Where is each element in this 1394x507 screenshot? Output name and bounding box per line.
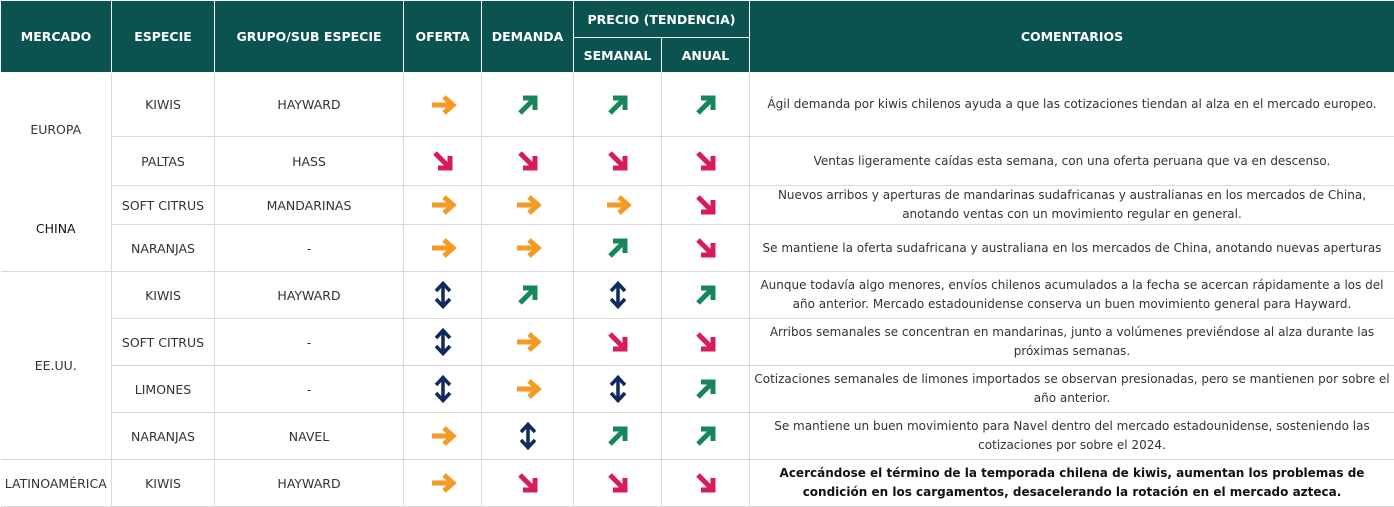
cell-anual	[662, 413, 750, 460]
arrow-down-right-icon	[691, 233, 721, 263]
cell-anual	[662, 73, 750, 137]
table-row	[1, 225, 1394, 272]
cell-demanda	[482, 319, 574, 366]
cell-grupo: MANDARINAS	[215, 186, 404, 225]
arrow-up-right-icon	[513, 280, 543, 310]
arrow-down-right-icon	[603, 146, 633, 176]
table-row	[1, 319, 1394, 366]
cell-especie: SOFT CITRUS	[112, 319, 215, 366]
arrow-up-down-icon	[428, 327, 458, 357]
cell-especie: KIWIS	[112, 272, 215, 319]
market-label: EUROPA	[30, 122, 81, 137]
cell-especie: LIMONES	[112, 366, 215, 413]
cell-grupo: -	[215, 225, 404, 272]
cell-oferta	[404, 137, 482, 186]
cell-grupo: HAYWARD	[215, 73, 404, 137]
arrow-down-right-icon	[691, 190, 721, 220]
cell-comentario: Ágil demanda por kiwis chilenos ayuda a que las cotizaciones tiendan al alza en el mercado europeo.	[750, 73, 1394, 137]
cell-comentario: Ventas ligeramente caídas esta semana, con una oferta peruana que va en descenso.	[750, 137, 1394, 186]
cell-grupo: -	[215, 366, 404, 413]
cell-especie: NARANJAS	[112, 225, 215, 272]
arrow-right-icon	[428, 233, 458, 263]
arrow-down-right-icon	[691, 146, 721, 176]
cell-comentario: Aunque todavía algo menores, envíos chilenos acumulados a la fecha se acercan rápidamente a los del año anterior. Mercado estadounidense conserva un buen movimiento general para Hayward.	[750, 272, 1394, 319]
cell-grupo: -	[215, 319, 404, 366]
arrow-down-right-icon	[603, 327, 633, 357]
market-label: LATINOAMÉRICA	[5, 476, 107, 491]
arrow-down-right-icon	[691, 327, 721, 357]
cell-grupo: HASS	[215, 137, 404, 186]
arrow-down-right-icon	[513, 468, 543, 498]
table-row	[1, 137, 1394, 186]
cell-demanda	[482, 413, 574, 460]
cell-demanda	[482, 225, 574, 272]
arrow-right-icon	[428, 90, 458, 120]
table-row	[1, 272, 1394, 319]
arrow-up-right-icon	[691, 90, 721, 120]
cell-demanda	[482, 137, 574, 186]
arrow-up-right-icon	[603, 233, 633, 263]
cell-grupo: NAVEL	[215, 413, 404, 460]
header-oferta: OFERTA	[404, 1, 482, 73]
cell-anual	[662, 460, 750, 507]
header-semanal: SEMANAL	[574, 38, 662, 73]
cell-demanda	[482, 272, 574, 319]
cell-oferta	[404, 366, 482, 413]
arrow-up-right-icon	[513, 90, 543, 120]
cell-anual	[662, 366, 750, 413]
arrow-down-right-icon	[691, 468, 721, 498]
cell-anual	[662, 319, 750, 366]
cell-semanal	[574, 460, 662, 507]
table-row	[1, 366, 1394, 413]
table-row	[1, 186, 1394, 225]
arrow-down-right-icon	[428, 146, 458, 176]
header-anual: ANUAL	[662, 38, 750, 73]
cell-especie: KIWIS	[112, 73, 215, 137]
cell-grupo: HAYWARD	[215, 460, 404, 507]
cell-oferta	[404, 186, 482, 225]
market-europa	[1, 73, 112, 186]
arrow-up-right-icon	[691, 374, 721, 404]
cell-oferta	[404, 73, 482, 137]
header-especie: ESPECIE	[112, 1, 215, 73]
cell-especie: PALTAS	[112, 137, 215, 186]
arrow-up-down-icon	[513, 421, 543, 451]
market-label: EE.UU.	[35, 358, 77, 373]
cell-comentario: Arribos semanales se concentran en mandarinas, junto a volúmenes previéndose al alza durante las próximas semanas.	[750, 319, 1394, 366]
arrow-up-right-icon	[603, 421, 633, 451]
cell-comentario: Se mantiene la oferta sudafricana y australiana en los mercados de China, anotando nuevas aperturas	[750, 225, 1394, 272]
arrow-up-down-icon	[603, 374, 633, 404]
cell-semanal	[574, 319, 662, 366]
cell-semanal	[574, 366, 662, 413]
arrow-up-right-icon	[691, 280, 721, 310]
cell-anual	[662, 137, 750, 186]
cell-anual	[662, 225, 750, 272]
header-demanda: DEMANDA	[482, 1, 574, 73]
cell-oferta	[404, 319, 482, 366]
cell-demanda	[482, 460, 574, 507]
cell-semanal	[574, 225, 662, 272]
cell-demanda	[482, 366, 574, 413]
cell-anual	[662, 272, 750, 319]
header-mercado: MERCADO	[1, 1, 112, 73]
header-comentarios: COMENTARIOS	[750, 1, 1394, 73]
cell-comentario: Cotizaciones semanales de limones importados se observan presionadas, pero se mantienen por sobre el año anterior.	[750, 366, 1394, 413]
arrow-down-right-icon	[603, 468, 633, 498]
cell-anual	[662, 186, 750, 225]
arrow-right-icon	[603, 190, 633, 220]
arrow-right-icon	[513, 190, 543, 220]
arrow-up-right-icon	[691, 421, 721, 451]
cell-demanda	[482, 186, 574, 225]
arrow-right-icon	[428, 190, 458, 220]
arrow-right-icon	[513, 327, 543, 357]
cell-semanal	[574, 73, 662, 137]
cell-grupo: HAYWARD	[215, 272, 404, 319]
arrow-right-icon	[513, 233, 543, 263]
cell-semanal	[574, 413, 662, 460]
arrow-down-right-icon	[513, 146, 543, 176]
cell-especie: KIWIS	[112, 460, 215, 507]
market-label: CHINA	[36, 221, 76, 236]
market-china	[1, 186, 112, 272]
table-row	[1, 73, 1394, 137]
cell-especie: NARANJAS	[112, 413, 215, 460]
table-row	[1, 460, 1394, 507]
header-precio: PRECIO (TENDENCIA)	[574, 1, 750, 38]
cell-comentario: Acercándose el término de la temporada chilena de kiwis, aumentan los problemas de condición en los cargamentos, desacelerando la rotación en el mercado azteca.	[750, 460, 1394, 507]
arrow-up-down-icon	[428, 374, 458, 404]
header-grupo: GRUPO/SUB ESPECIE	[215, 1, 404, 73]
cell-comentario: Se mantiene un buen movimiento para Navel dentro del mercado estadounidense, sosteniendo las cotizaciones por sobre el 2024.	[750, 413, 1394, 460]
cell-semanal	[574, 137, 662, 186]
arrow-up-down-icon	[428, 280, 458, 310]
arrow-right-icon	[513, 374, 543, 404]
arrow-right-icon	[428, 468, 458, 498]
market-eeuu	[1, 272, 112, 460]
cell-comentario: Nuevos arribos y aperturas de mandarinas sudafricanas y australianas en los mercados de China, anotando ventas con un movimiento regular en general.	[750, 186, 1394, 225]
cell-especie: SOFT CITRUS	[112, 186, 215, 225]
market-latam	[1, 460, 112, 507]
table-row	[1, 413, 1394, 460]
arrow-up-right-icon	[603, 90, 633, 120]
cell-semanal	[574, 186, 662, 225]
cell-demanda	[482, 73, 574, 137]
cell-oferta	[404, 225, 482, 272]
cell-semanal	[574, 272, 662, 319]
arrow-right-icon	[428, 421, 458, 451]
cell-oferta	[404, 272, 482, 319]
cell-oferta	[404, 413, 482, 460]
arrow-up-down-icon	[603, 280, 633, 310]
cell-oferta	[404, 460, 482, 507]
